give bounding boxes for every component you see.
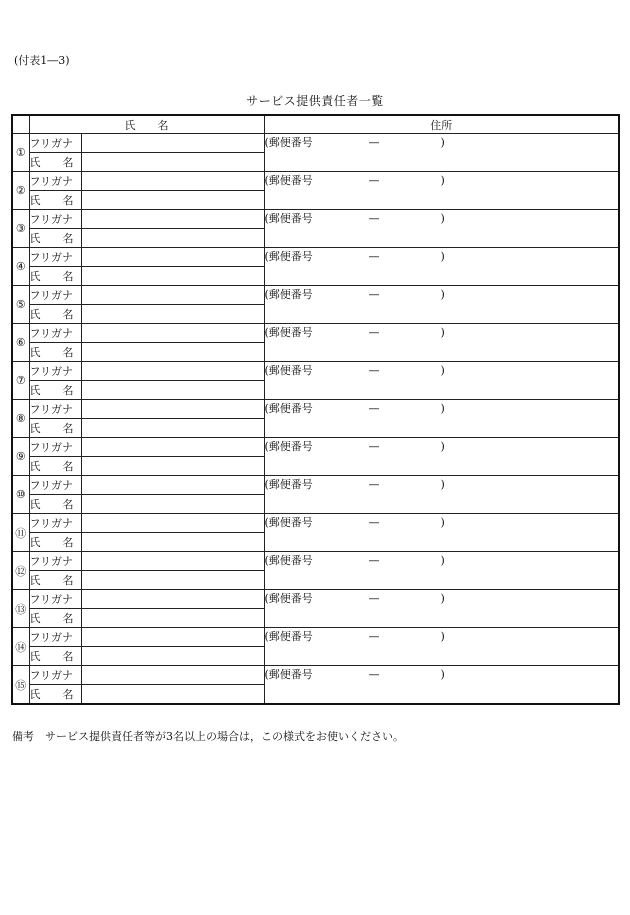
row-number: ①	[12, 134, 29, 172]
row-number: ⑥	[12, 324, 29, 362]
row-number: ④	[12, 248, 29, 286]
furigana-field[interactable]	[81, 590, 264, 609]
furigana-label: フリガナ	[29, 666, 81, 685]
postal-dash: —	[368, 668, 380, 681]
furigana-label: フリガナ	[29, 628, 81, 647]
postal-close: )	[440, 554, 445, 567]
name-label: 氏 名	[29, 153, 81, 172]
row-number: ⑬	[12, 590, 29, 628]
name-field[interactable]	[81, 647, 264, 666]
header-blank	[12, 115, 29, 134]
postal-code-label: (郵便番号	[264, 364, 313, 377]
furigana-field[interactable]	[81, 666, 264, 685]
furigana-label: フリガナ	[29, 172, 81, 191]
row-number: ⑭	[12, 628, 29, 666]
name-label: 氏 名	[29, 457, 81, 476]
table-row	[12, 590, 619, 609]
table-header-row	[12, 115, 619, 134]
name-field[interactable]	[81, 191, 264, 210]
name-field[interactable]	[81, 229, 264, 248]
name-label: 氏 名	[29, 191, 81, 210]
postal-dash: —	[368, 554, 380, 567]
postal-dash: —	[368, 364, 380, 377]
postal-dash: —	[368, 212, 380, 225]
row-number: ⑤	[12, 286, 29, 324]
name-field[interactable]	[81, 305, 264, 324]
postal-dash: —	[368, 402, 380, 415]
name-label: 氏 名	[29, 267, 81, 286]
furigana-field[interactable]	[81, 210, 264, 229]
name-label: 氏 名	[29, 685, 81, 705]
postal-close: )	[440, 174, 445, 187]
postal-close: )	[440, 326, 445, 339]
furigana-label: フリガナ	[29, 134, 81, 153]
postal-dash: —	[368, 136, 380, 149]
name-field[interactable]	[81, 343, 264, 362]
form-reference: (付表1―3)	[14, 54, 70, 67]
name-label: 氏 名	[29, 343, 81, 362]
table-row	[12, 628, 619, 647]
postal-code-label: (郵便番号	[264, 630, 313, 643]
address-field[interactable]	[264, 590, 619, 628]
postal-dash: —	[368, 440, 380, 453]
row-number: ②	[12, 172, 29, 210]
furigana-field[interactable]	[81, 552, 264, 571]
postal-code-label: (郵便番号	[264, 174, 313, 187]
furigana-label: フリガナ	[29, 248, 81, 267]
address-field[interactable]	[264, 400, 619, 438]
furigana-field[interactable]	[81, 286, 264, 305]
address-field[interactable]	[264, 552, 619, 590]
postal-close: )	[440, 630, 445, 643]
table-row	[12, 666, 619, 685]
name-label: 氏 名	[29, 533, 81, 552]
postal-close: )	[440, 250, 445, 263]
postal-code-label: (郵便番号	[264, 250, 313, 263]
furigana-field[interactable]	[81, 400, 264, 419]
page-title: サービス提供責任者一覧	[246, 94, 384, 108]
table-row	[12, 134, 619, 153]
postal-dash: —	[368, 174, 380, 187]
provider-table	[11, 114, 620, 705]
postal-code-label: (郵便番号	[264, 326, 313, 339]
postal-dash: —	[368, 326, 380, 339]
name-field[interactable]	[81, 571, 264, 590]
name-field[interactable]	[81, 457, 264, 476]
postal-dash: —	[368, 250, 380, 263]
row-number: ⑪	[12, 514, 29, 552]
postal-dash: —	[368, 592, 380, 605]
address-field[interactable]	[264, 134, 619, 172]
table-row	[12, 514, 619, 533]
furigana-label: フリガナ	[29, 438, 81, 457]
name-field[interactable]	[81, 495, 264, 514]
postal-close: )	[440, 402, 445, 415]
furigana-label: フリガナ	[29, 400, 81, 419]
furigana-label: フリガナ	[29, 286, 81, 305]
furigana-label: フリガナ	[29, 476, 81, 495]
address-field[interactable]	[264, 286, 619, 324]
postal-close: )	[440, 288, 445, 301]
furigana-field[interactable]	[81, 324, 264, 343]
furigana-label: フリガナ	[29, 324, 81, 343]
table-body	[12, 134, 619, 705]
postal-code-label: (郵便番号	[264, 478, 313, 491]
postal-close: )	[440, 668, 445, 681]
postal-dash: —	[368, 630, 380, 643]
name-label: 氏 名	[29, 609, 81, 628]
postal-code-label: (郵便番号	[264, 592, 313, 605]
furigana-field[interactable]	[81, 438, 264, 457]
postal-dash: —	[368, 516, 380, 529]
address-field[interactable]	[264, 666, 619, 705]
remarks-note: 備考 サービス提供責任者等が3名以上の場合は，この様式をお使いください。	[12, 730, 404, 743]
row-number: ⑫	[12, 552, 29, 590]
address-field[interactable]	[264, 324, 619, 362]
address-field[interactable]	[264, 172, 619, 210]
row-number: ③	[12, 210, 29, 248]
address-field[interactable]	[264, 628, 619, 666]
postal-close: )	[440, 136, 445, 149]
table-row	[12, 172, 619, 191]
name-field[interactable]	[81, 381, 264, 400]
address-field[interactable]	[264, 476, 619, 514]
address-field[interactable]	[264, 210, 619, 248]
name-field[interactable]	[81, 533, 264, 552]
furigana-label: フリガナ	[29, 362, 81, 381]
furigana-label: フリガナ	[29, 590, 81, 609]
postal-code-label: (郵便番号	[264, 668, 313, 681]
postal-code-label: (郵便番号	[264, 516, 313, 529]
name-label: 氏 名	[29, 419, 81, 438]
address-field[interactable]	[264, 514, 619, 552]
furigana-label: フリガナ	[29, 210, 81, 229]
table-row	[12, 438, 619, 457]
furigana-field[interactable]	[81, 134, 264, 153]
table-row	[12, 552, 619, 571]
header-address: 住所	[264, 115, 619, 134]
name-label: 氏 名	[29, 381, 81, 400]
row-number: ⑨	[12, 438, 29, 476]
name-field[interactable]	[81, 419, 264, 438]
table-row	[12, 210, 619, 229]
name-field[interactable]	[81, 685, 264, 705]
table-row	[12, 324, 619, 343]
furigana-field[interactable]	[81, 628, 264, 647]
name-label: 氏 名	[29, 495, 81, 514]
name-label: 氏 名	[29, 229, 81, 248]
row-number: ⑧	[12, 400, 29, 438]
name-field[interactable]	[81, 153, 264, 172]
postal-close: )	[440, 364, 445, 377]
postal-code-label: (郵便番号	[264, 402, 313, 415]
name-label: 氏 名	[29, 571, 81, 590]
table-row	[12, 286, 619, 305]
postal-close: )	[440, 478, 445, 491]
row-number: ⑮	[12, 666, 29, 705]
postal-close: )	[440, 440, 445, 453]
name-label: 氏 名	[29, 305, 81, 324]
address-field[interactable]	[264, 438, 619, 476]
postal-code-label: (郵便番号	[264, 288, 313, 301]
postal-close: )	[440, 516, 445, 529]
address-field[interactable]	[264, 248, 619, 286]
postal-dash: —	[368, 288, 380, 301]
table-row	[12, 476, 619, 495]
row-number: ⑩	[12, 476, 29, 514]
postal-code-label: (郵便番号	[264, 212, 313, 225]
postal-close: )	[440, 212, 445, 225]
postal-code-label: (郵便番号	[264, 136, 313, 149]
row-number: ⑦	[12, 362, 29, 400]
furigana-field[interactable]	[81, 248, 264, 267]
table-row	[12, 248, 619, 267]
furigana-label: フリガナ	[29, 552, 81, 571]
table-row	[12, 400, 619, 419]
furigana-field[interactable]	[81, 362, 264, 381]
furigana-field[interactable]	[81, 172, 264, 191]
header-name: 氏 名	[29, 115, 264, 134]
furigana-label: フリガナ	[29, 514, 81, 533]
furigana-field[interactable]	[81, 476, 264, 495]
name-label: 氏 名	[29, 647, 81, 666]
address-field[interactable]	[264, 362, 619, 400]
postal-code-label: (郵便番号	[264, 440, 313, 453]
postal-dash: —	[368, 478, 380, 491]
name-field[interactable]	[81, 267, 264, 286]
furigana-field[interactable]	[81, 514, 264, 533]
name-field[interactable]	[81, 609, 264, 628]
postal-close: )	[440, 592, 445, 605]
table-row	[12, 362, 619, 381]
postal-code-label: (郵便番号	[264, 554, 313, 567]
